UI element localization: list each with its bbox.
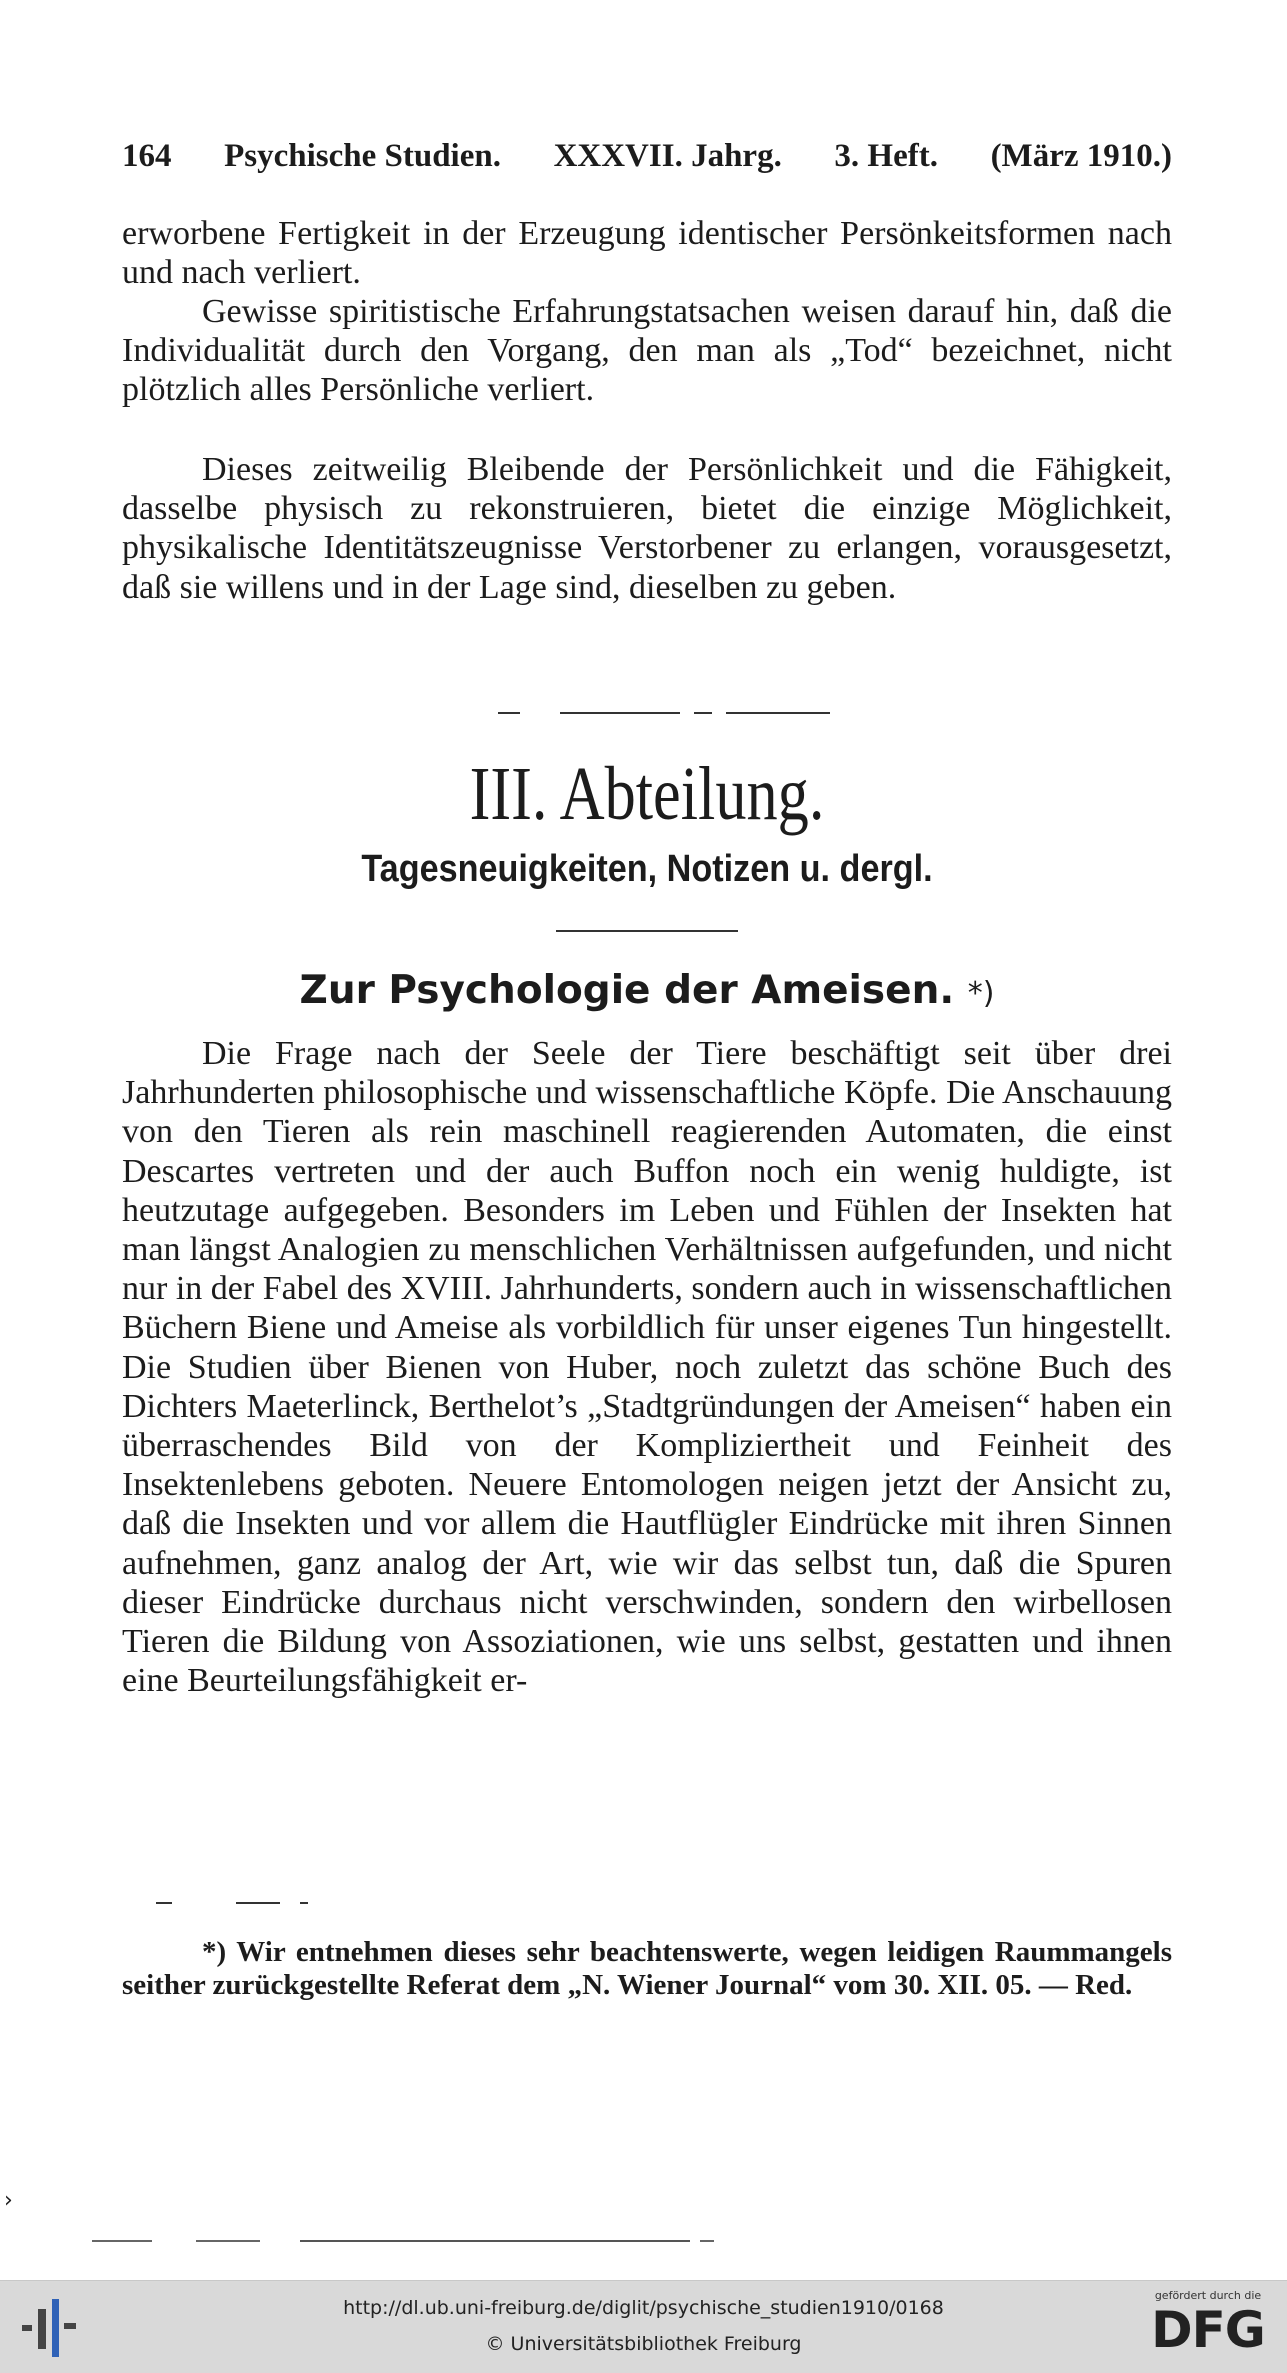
paragraph-identity: Dieses zeitweilig Bleibende der Persönlichkeit und die Fähigkeit, dasselbe physisch zu rekonstruieren, bietet die einzige Möglichkeit, physikalische Identitätszeugnisse Verstorbener zu erlangen, vorausgesetzt, daß sie willens und in der Lage sind, dieselben zu geben.: [122, 451, 1172, 606]
journal-name: Psychische Studien.: [224, 138, 501, 174]
paragraph-spiritist: Gewisse spiritistische Erfahrungstatsachen weisen darauf hin, daß die Individualität durch den Vorgang, den man als „Tod“ bezeichnet, nicht plötzlich alles Persönliche verliert.: [122, 293, 1172, 409]
page-number: 164: [122, 138, 172, 174]
footnote-divider: [156, 1902, 172, 1904]
scan-artifact-line: [196, 2240, 260, 2242]
footnote-divider: [300, 1902, 308, 1904]
viewer-footer: [0, 2280, 1287, 2373]
footnote-text: *) Wir entnehmen dieses sehr beachtenswerte, wegen leidigen Raummangels seither zurückgestellte Referat dem „N. Wiener Journal“ vom 30. XII. 05. — Red.: [122, 1936, 1172, 2001]
copyright-notice: © Universitätsbibliothek Freiburg: [485, 2333, 802, 2355]
section-rule: [556, 930, 738, 932]
article-body: Die Frage nach der Seele der Tiere beschäftigt seit über drei Jahrhunderten philosophische und wissenschaftliche Köpfe. Die Anschauung von den Tieren als rein maschinell reagierenden Automaten, die einst Descartes vertreten und der auch Buffon noch ein wenig huldigte, ist heutzutage aufgegeben. Besonders im Leben und Fühlen der Insekten hat man längst Analogien zu menschlichen Verhältnissen aufgefunden, und nicht nur in der Fabel des XVIII. Jahrhunderts, sondern auch in wissenschaftlichen Büchern Biene und Ameise als vorbildlich für unser eigenes Tun hingestellt. Die Studien über Bienen von Huber, noch zuletzt das schöne Buch des Dichters Maeterlinck, Berthelot’s „Stadtgründungen der Ameisen“ haben ein überraschendes Bild von der Kompliziertheit und Feinheit des Insektenlebens geboten. Neuere Entomologen neigen jetzt der Ansicht zu, daß die Insekten und vor allem die Hautflügler Eindrücke mit ihren Sinnen aufnehmen, ganz analog der Art, wie wir das selbst tun, daß die Spuren dieser Eindrücke durchaus nicht verschwinden, sondern den wirbellosen Tieren die Bildung von Assoziationen, wie uns selbst, gestatten und ihnen eine Beurteilungsfähigkeit er-: [122, 1035, 1172, 1700]
article-title-text: Zur Psychologie der Ameisen.: [299, 968, 955, 1013]
article-title: [122, 966, 1172, 1019]
divider-dash: [726, 712, 830, 714]
running-header: [122, 138, 1172, 175]
scan-artifact-line: [300, 2240, 690, 2242]
dfg-logo-text: DFG: [1151, 2301, 1265, 2359]
footnote-marker: *): [967, 976, 995, 1011]
issue-date: (März 1910.): [990, 138, 1172, 174]
section-title: III. Abteilung.: [469, 752, 825, 836]
scan-artifact-line: [700, 2240, 714, 2242]
footnote-divider: [236, 1902, 280, 1904]
scan-artifact-line: [92, 2240, 152, 2242]
page-permalink[interactable]: http://dl.ub.uni-freiburg.de/diglit/psychische_studien1910/0168: [343, 2297, 944, 2319]
dfg-funding-logo: [1143, 2289, 1273, 2369]
volume-label: XXXVII. Jahrg.: [553, 138, 782, 174]
divider-dash: [560, 712, 680, 714]
issue-label: 3. Heft.: [834, 138, 938, 174]
dfg-funding-note: gefördert durch die: [1154, 2289, 1262, 2302]
section-subtitle: Tagesneuigkeiten, Notizen u. dergl.: [361, 848, 933, 890]
paragraph-continued: erworbene Fertigkeit in der Erzeugung identischer Persönkeitsformen nach und nach verliert.: [122, 215, 1172, 292]
divider-dash: [694, 712, 712, 714]
divider-dash: [498, 712, 520, 714]
scan-edge-mark: ›: [4, 2188, 13, 2213]
